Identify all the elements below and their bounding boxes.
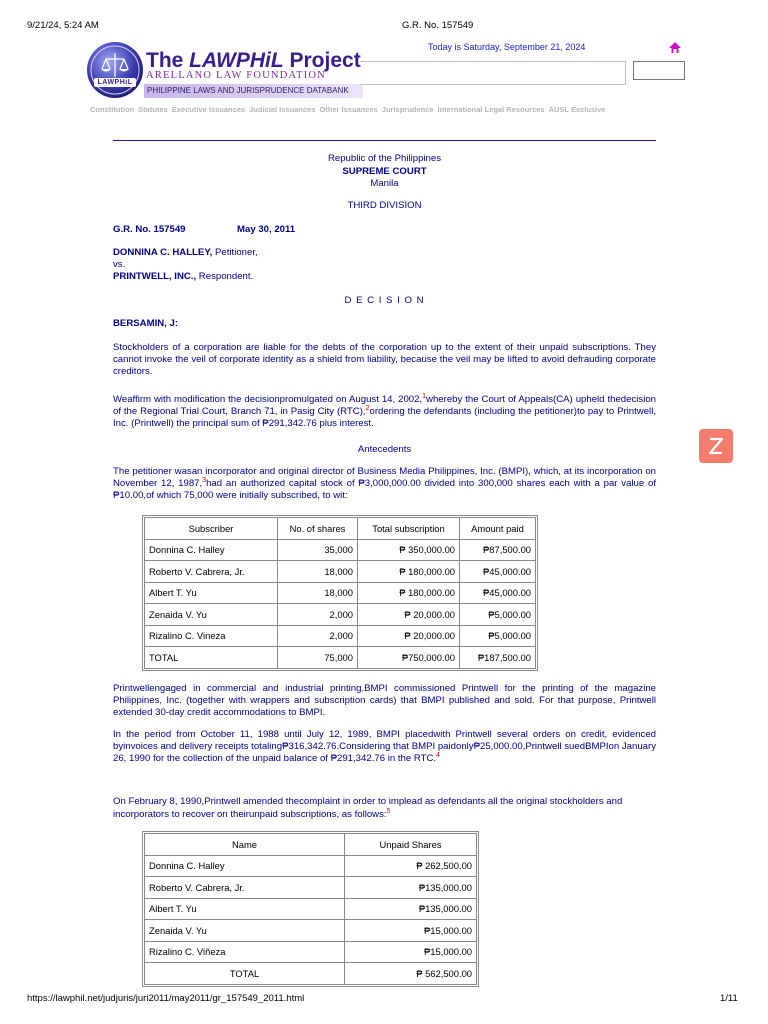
petitioner-role: Petitioner, [212, 247, 258, 258]
versus: vs. [113, 258, 126, 270]
table-cell: ₱ 20,000.00 [358, 625, 460, 647]
paragraph-4: Printwellengaged in commercial and industrial printing.BMPI commissioned Printwell for the printing of the magazine Philippines, Inc. (together with wrappers and subscription cards) that BMPI published and sold. For that purpose, Printwell extended 30-day credit accommodations to BMPI. [113, 683, 656, 718]
table-cell: 35,000 [278, 539, 358, 561]
table-cell: ₱ 20,000.00 [358, 604, 460, 626]
header-band [360, 61, 626, 85]
nav-executive-issuances[interactable]: Executive Issuances [171, 105, 246, 114]
main-nav [90, 105, 610, 114]
court-line-3: Manila [370, 178, 399, 189]
paragraph-3a: The petitioner wasan incorporator and original director of Business Media Philippines, Inc. (BMPI), which, at its incorporation on November 12, 1987, [113, 466, 656, 489]
paragraph-5 [113, 729, 656, 765]
paragraph-3b: had an authorized capital stock of ₱3,000,000.00 divided into 300,000 shares each with a par value of ₱10.00,of which 75,000 were initially subscribed, to wit: [113, 478, 656, 501]
table-row [145, 582, 536, 604]
nav-judicial-issuances[interactable]: Judicial Issuances [249, 105, 316, 114]
site-title-main: LAWPHiL [189, 49, 284, 72]
nav-other-issuances[interactable]: Other Issuances [319, 105, 378, 114]
table-cell: ₱45,000.00 [460, 582, 536, 604]
table-header-row [145, 518, 536, 540]
table-cell: ₱15,000.00 [345, 941, 477, 963]
zotero-clip-button[interactable] [699, 429, 733, 463]
table-cell: ₱ 562,500.00 [345, 963, 477, 985]
table-cell: 18,000 [278, 582, 358, 604]
paragraph-2 [113, 394, 656, 430]
site-title-suffix: Project [283, 49, 361, 72]
paragraph-2c: ordering the defendants (including the petitioner)to pay to Printwell, Inc. (Printwell) the principal sum of ₱291,342.76 plus interest. [113, 406, 656, 429]
footnote-3-link[interactable]: 3 [202, 476, 207, 484]
nav-jurisprudence[interactable]: Jurisprudence [381, 105, 434, 114]
print-title: G.R. No. 157549 [402, 20, 474, 31]
division: THIRD DIVISION [347, 200, 422, 211]
table-cell: Zenaida V. Yu [145, 920, 345, 942]
table-header-cell: Total subscription [358, 518, 460, 540]
table-header-cell: Name [145, 834, 345, 856]
table-cell: Zenaida V. Yu [145, 604, 278, 626]
nav-ausl-exclusive[interactable]: AUSL Exclusive [548, 105, 606, 114]
table-total-row [145, 647, 536, 669]
paragraph-5a: In the period from October 11, 1988 until July 12, 1989, BMPI placedwith Printwell several orders on credit, evidenced byinvoices and delivery receipts totaling₱316,342.76.Considering that BMPI paidonly₱25,000.00,Printwell suedBMPIon January 26, 1990 for the collection of the unpaid balance of ₱291,342.76 in the RTC. [113, 729, 656, 764]
table-cell: ₱ 350,000.00 [358, 539, 460, 561]
site-title-prefix: The [146, 49, 190, 72]
table-header-cell: Subscriber [145, 518, 278, 540]
table-cell: TOTAL [145, 647, 278, 669]
table-row [145, 561, 536, 583]
table-row [145, 539, 536, 561]
table-cell: ₱5,000.00 [460, 604, 536, 626]
logo-text: LAWPHiL [97, 79, 133, 86]
footnote-4-link[interactable]: 4 [436, 751, 440, 759]
print-datetime: 9/21/24, 5:24 AM [27, 20, 99, 31]
court-line-1: Republic of the Philippines [327, 153, 442, 164]
case-parties [113, 247, 258, 282]
table-cell: 75,000 [278, 647, 358, 669]
search-input[interactable] [633, 61, 685, 80]
paragraph-1: Stockholders of a corporation are liable for the debts of the corporation up to the extent of their unpaid subscriptions. They cannot invoke the veil of corporate identity as a shield from liability, because the veil may be lifted to avoid defrauding corporate creditors. [113, 342, 656, 377]
case-date: May 30, 2011 [237, 224, 296, 235]
paragraph-2b: whereby the Court of Appeals(CA) upheld thedecision of the Regional Trial Court, Branch 71, in Pasig City (RTC), [113, 394, 656, 417]
table-cell: Roberto V. Cabrera, Jr. [145, 877, 345, 899]
home-icon[interactable] [668, 41, 682, 55]
table-header-row [145, 834, 477, 856]
unpaid-shares-table [142, 831, 479, 987]
petitioner-name: DONNINA C. HALLEY, [113, 247, 213, 258]
paragraph-6 [113, 795, 656, 821]
table-header-cell: Unpaid Shares [345, 834, 477, 856]
table-cell: Albert T. Yu [145, 898, 345, 920]
table-row [145, 898, 477, 920]
subscription-table [142, 515, 538, 671]
table-cell: ₱135,000.00 [345, 898, 477, 920]
header-divider [113, 140, 656, 141]
table-cell: ₱750,000.00 [358, 647, 460, 669]
table-cell: 2,000 [278, 625, 358, 647]
table-row [145, 855, 477, 877]
table-cell: Roberto V. Cabrera, Jr. [145, 561, 278, 583]
respondent-name: PRINTWELL, INC., [113, 270, 197, 282]
antecedents-heading: Antecedents [357, 444, 412, 455]
table-row [145, 941, 477, 963]
print-page-number: 1/11 [720, 993, 738, 1004]
court-line-2: SUPREME COURT [342, 165, 427, 177]
table-cell: ₱187,500.00 [460, 647, 536, 669]
table-row [145, 625, 536, 647]
table-cell: ₱ 262,500.00 [345, 855, 477, 877]
table-cell: ₱45,000.00 [460, 561, 536, 583]
decision-heading: D E C I S I O N [344, 295, 425, 306]
respondent-role: Respondent. [196, 270, 254, 282]
table-cell: Donnina C. Halley [145, 539, 278, 561]
table-cell: TOTAL [145, 963, 345, 985]
table-row [145, 920, 477, 942]
table-cell: 18,000 [278, 561, 358, 583]
table-row [145, 604, 536, 626]
gr-number: G.R. No. 157549 [113, 224, 186, 235]
site-tagline: PHILIPPINE LAWS AND JURISPRUDENCE DATABANK [144, 84, 363, 98]
table-cell: ₱ 180,000.00 [358, 561, 460, 583]
table-cell: Donnina C. Halley [145, 855, 345, 877]
table-cell: Albert T. Yu [145, 582, 278, 604]
print-url: https://lawphil.net/judjuris/juri2011/may2011/gr_157549_2011.html [27, 993, 305, 1004]
paragraph-6a: On February 8, 1990,Printwell amended thecomplaint in order to implead as defendants all the original stockholders and incorporators to recover on theirunpaid subscriptions, as follows: [113, 796, 623, 820]
zigzag-icon [699, 429, 733, 463]
table-cell: ₱ 180,000.00 [358, 582, 460, 604]
nav-constitution[interactable]: Constitution [90, 105, 135, 114]
table-cell: Rizalino C. Viñeza [145, 941, 345, 963]
paragraph-2a: Weaffirm with modification the decisionpromulgated on August 14, 2002, [113, 394, 423, 405]
table-cell: ₱135,000.00 [345, 877, 477, 899]
foundation-name: ARELLANO LAW FOUNDATION [146, 70, 326, 81]
lawphil-logo[interactable] [86, 41, 144, 99]
paragraph-3 [113, 466, 656, 502]
court-heading [113, 153, 656, 191]
table-cell: 2,000 [278, 604, 358, 626]
nav-international-legal-resources[interactable]: International Legal Resources [437, 105, 545, 114]
table-total-row [145, 963, 477, 985]
table-header-cell: Amount paid [460, 518, 536, 540]
table-header-cell: No. of shares [278, 518, 358, 540]
today-date: Today is Saturday, September 21, 2024 [428, 42, 586, 52]
footnote-2-link[interactable]: 2 [365, 404, 370, 412]
logo-seal-icon [86, 41, 144, 99]
table-cell: ₱5,000.00 [460, 625, 536, 647]
footnote-5-link[interactable]: 5 [386, 807, 391, 815]
nav-statutes[interactable]: Statutes [138, 105, 168, 114]
table-cell: Rizalino C. Vineza [145, 625, 278, 647]
table-cell: ₱87,500.00 [460, 539, 536, 561]
ponente: BERSAMIN, J: [113, 318, 179, 329]
table-cell: ₱15,000.00 [345, 920, 477, 942]
footnote-1-link[interactable]: 1 [422, 392, 427, 400]
table-row [145, 877, 477, 899]
